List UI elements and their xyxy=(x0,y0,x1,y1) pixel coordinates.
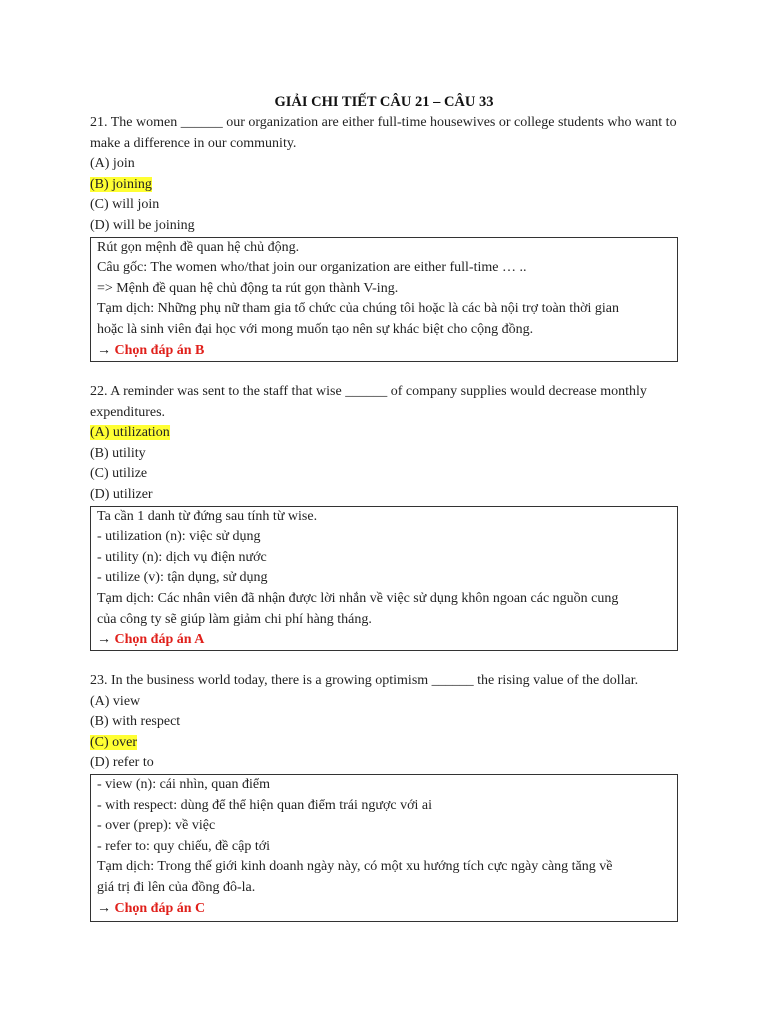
option-d: (D) will be joining xyxy=(90,217,195,233)
explanation-line: của công ty sẽ giúp làm giảm chi phí hàng tháng. xyxy=(97,611,372,627)
explanation-line: Tạm dịch: Những phụ nữ tham gia tổ chức của chúng tôi hoặc là các bà nội trợ toàn thời gian xyxy=(97,301,619,317)
option-a: (A) join xyxy=(90,156,135,172)
explanation-line: - refer to: quy chiếu, đề cập tới xyxy=(97,838,270,854)
explanation-line: Tạm dịch: Các nhân viên đã nhận được lời nhắn về việc sử dụng khôn ngoan các nguồn cung xyxy=(97,590,619,606)
option-d: (D) refer to xyxy=(90,755,154,771)
explanation-line: Câu gốc: The women who/that join our organization are either full-time … .. xyxy=(97,260,527,276)
question-stem: 21. The women ______ our organization are either full-time housewives or college students who want to make a difference in our community. xyxy=(90,115,677,151)
explanation-box xyxy=(90,506,678,651)
answer-line xyxy=(97,899,677,920)
explanation-box xyxy=(90,774,678,922)
question-22 xyxy=(90,382,690,651)
explanation-line: giá trị đi lên của đồng đô-la. xyxy=(97,879,256,895)
option-b: (B) with respect xyxy=(90,714,181,730)
explanation-line: Ta cần 1 danh từ đứng sau tính từ wise. xyxy=(97,508,318,524)
arrow-icon: → xyxy=(97,342,111,358)
answer-text: Chọn đáp án A xyxy=(114,632,205,648)
question-23 xyxy=(90,671,690,922)
option-c: (C) will join xyxy=(90,197,160,213)
explanation-line: Tạm dịch: Trong thế giới kinh doanh ngày này, có một xu hướng tích cực ngày càng tăng về xyxy=(97,859,613,875)
option-a-correct: (A) utilization xyxy=(90,425,170,441)
explanation-line: - with respect: dùng để thể hiện quan điểm trái ngược với ai xyxy=(97,797,432,813)
explanation-line: => Mệnh đề quan hệ chủ động ta rút gọn thành V-ing. xyxy=(97,280,399,296)
explanation-line: - view (n): cái nhìn, quan điểm xyxy=(97,776,271,792)
explanation-box xyxy=(90,237,678,362)
page-title: GIẢI CHI TIẾT CÂU 21 – CÂU 33 xyxy=(274,94,494,110)
question-21 xyxy=(90,113,690,362)
option-b: (B) utility xyxy=(90,445,146,461)
option-c-correct: (C) over xyxy=(90,734,138,750)
answer-text: Chọn đáp án B xyxy=(114,342,205,358)
explanation-line: - over (prep): về việc xyxy=(97,818,216,834)
explanation-line: hoặc là sinh viên đại học với mong muốn tạo nên sự khác biệt cho cộng đồng. xyxy=(97,321,534,337)
answer-line xyxy=(97,630,677,651)
explanation-line: - utilize (v): tận dụng, sử dụng xyxy=(97,570,268,586)
explanation-line: - utility (n): dịch vụ điện nước xyxy=(97,549,267,565)
option-d: (D) utilizer xyxy=(90,486,153,502)
question-stem: 23. In the business world today, there is a growing optimism ______ the rising value of the dollar. xyxy=(90,673,639,688)
option-c: (C) utilize xyxy=(90,466,148,482)
option-a: (A) view xyxy=(90,693,141,709)
arrow-icon: → xyxy=(97,632,111,648)
arrow-icon: → xyxy=(97,900,111,916)
explanation-line: - utilization (n): việc sử dụng xyxy=(97,529,261,545)
option-b-correct: (B) joining xyxy=(90,176,152,192)
answer-text: Chọn đáp án C xyxy=(114,900,206,916)
explanation-line: Rút gọn mệnh đề quan hệ chủ động. xyxy=(97,239,300,255)
question-stem: 22. A reminder was sent to the staff that wise ______ of company supplies would decrease monthly expenditures. xyxy=(90,384,647,420)
answer-line xyxy=(97,341,677,362)
